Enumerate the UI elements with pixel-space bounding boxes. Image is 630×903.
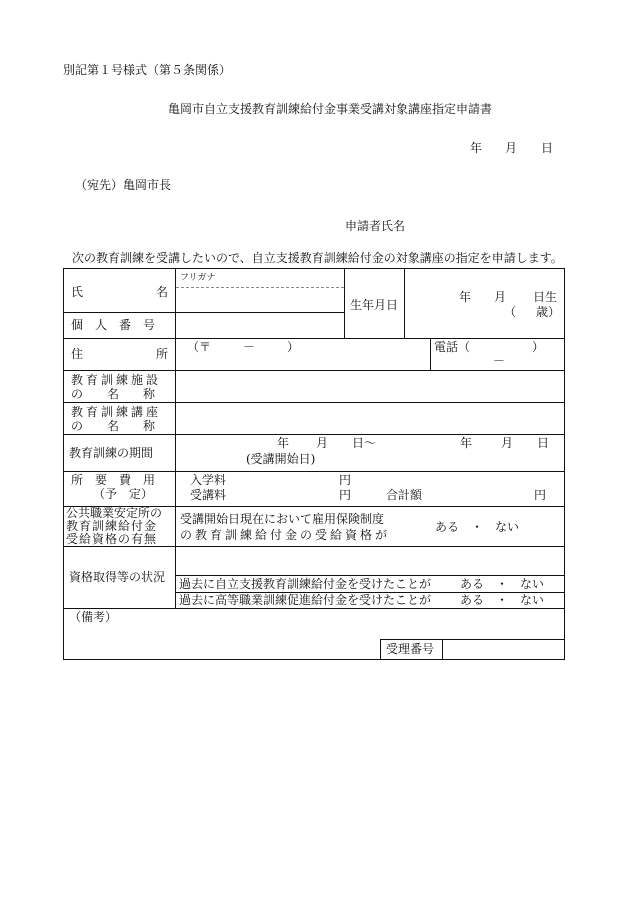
eligibility-label-2: 教育訓練給付金	[66, 519, 158, 533]
application-table	[63, 268, 565, 660]
tuition-fee-label: 受講料	[190, 488, 227, 502]
column-line	[175, 268, 176, 608]
past-self-support-yes-no: ある ・ ない	[460, 577, 545, 591]
eligibility-text-2: の教育訓練給付金の受給資格が	[180, 528, 391, 542]
form-number: 別記第１号様式（第５条関係）	[63, 63, 232, 77]
date-day: 日	[541, 141, 554, 155]
column-line	[442, 639, 443, 660]
phone-dash: －	[493, 354, 506, 368]
cost-label-2: （予 定）	[93, 487, 154, 501]
period-start-month: 月	[316, 436, 329, 450]
phone-open: 電話（	[434, 340, 471, 354]
postal-dash: －	[243, 340, 256, 354]
intro-text: 次の教育訓練を受講したいので、自立支援教育訓練給付金の対象講座の指定を申請します。	[72, 251, 563, 265]
column-line	[380, 639, 381, 660]
period-label: 教育訓練の期間	[69, 446, 154, 460]
row-line	[380, 639, 565, 640]
eligibility-yes-no: ある ・ ない	[435, 520, 520, 534]
column-line	[404, 268, 405, 338]
age-close: 歳）	[536, 305, 561, 319]
past-advanced: 過去に高等職業訓練促進給付金を受けたことが	[179, 593, 432, 607]
address-label-1: 住	[71, 347, 84, 361]
age-open: （	[504, 305, 517, 319]
applicant-label: 申請者氏名	[345, 219, 406, 233]
total-label: 合計額	[386, 488, 423, 502]
row-line	[63, 434, 565, 435]
phone-close: ）	[532, 340, 545, 354]
total-yen: 円	[534, 488, 547, 502]
row-line	[63, 471, 565, 472]
addressee: （宛先）亀岡市長	[75, 178, 172, 192]
remarks-label: （備考）	[69, 610, 118, 624]
course-label-2: の 名 称	[71, 419, 156, 433]
past-advanced-yes-no: ある ・ ない	[460, 593, 545, 607]
row-line	[63, 312, 344, 313]
birth-month: 月	[494, 290, 507, 304]
eligibility-label-3: 受給資格の有無	[66, 532, 158, 546]
period-end-month: 月	[501, 436, 514, 450]
course-label-1: 教育訓練講座	[71, 405, 162, 419]
birth-day: 日生	[533, 290, 558, 304]
date-month: 月	[505, 141, 518, 155]
name-label-1: 氏	[71, 285, 84, 299]
qualification-label: 資格取得等の状況	[69, 570, 166, 584]
address-label-2: 所	[156, 347, 169, 361]
birth-date-label: 生年月日	[350, 298, 399, 312]
row-line	[175, 575, 565, 576]
row-line	[63, 608, 565, 609]
eligibility-label-1: 公共職業安定所の	[66, 506, 163, 520]
eligibility-text-1: 受講開始日現在において雇用保険制度	[180, 512, 385, 526]
border-line	[564, 268, 565, 660]
name-label-2: 名	[156, 285, 169, 299]
column-line	[344, 268, 345, 338]
period-note: (受講開始日)	[246, 452, 316, 466]
cost-label-1: 所 要 費 用	[71, 473, 156, 487]
border-line	[63, 659, 565, 660]
postal-open: （〒	[187, 340, 212, 354]
tuition-fee-yen: 円	[339, 488, 352, 502]
entrance-fee-yen: 円	[339, 473, 352, 487]
row-line	[63, 546, 565, 547]
period-start-day: 日～	[352, 436, 377, 450]
document-title: 亀岡市自立支援教育訓練給付金事業受講対象講座指定申請書	[168, 102, 493, 116]
facility-label-2: の 名 称	[71, 387, 156, 401]
furigana-label: フリガナ	[180, 273, 216, 283]
furigana-divider	[176, 287, 344, 288]
column-line	[430, 338, 431, 370]
border-line	[63, 268, 64, 660]
period-start-year: 年	[277, 436, 290, 450]
receipt-number-label: 受理番号	[386, 642, 435, 656]
border-line	[63, 268, 565, 269]
personal-number-label: 個 人 番 号	[71, 318, 156, 332]
row-line	[63, 370, 565, 371]
period-end-year: 年	[460, 436, 473, 450]
postal-close: ）	[287, 340, 300, 354]
date-year: 年	[470, 141, 483, 155]
row-line	[63, 402, 565, 403]
period-end-day: 日	[537, 436, 550, 450]
past-self-support: 過去に自立支援教育訓練給付金を受けたことが	[179, 577, 432, 591]
facility-label-1: 教育訓練施設	[71, 373, 162, 387]
birth-year: 年	[459, 290, 472, 304]
entrance-fee-label: 入学料	[190, 473, 227, 487]
row-line	[63, 338, 565, 339]
